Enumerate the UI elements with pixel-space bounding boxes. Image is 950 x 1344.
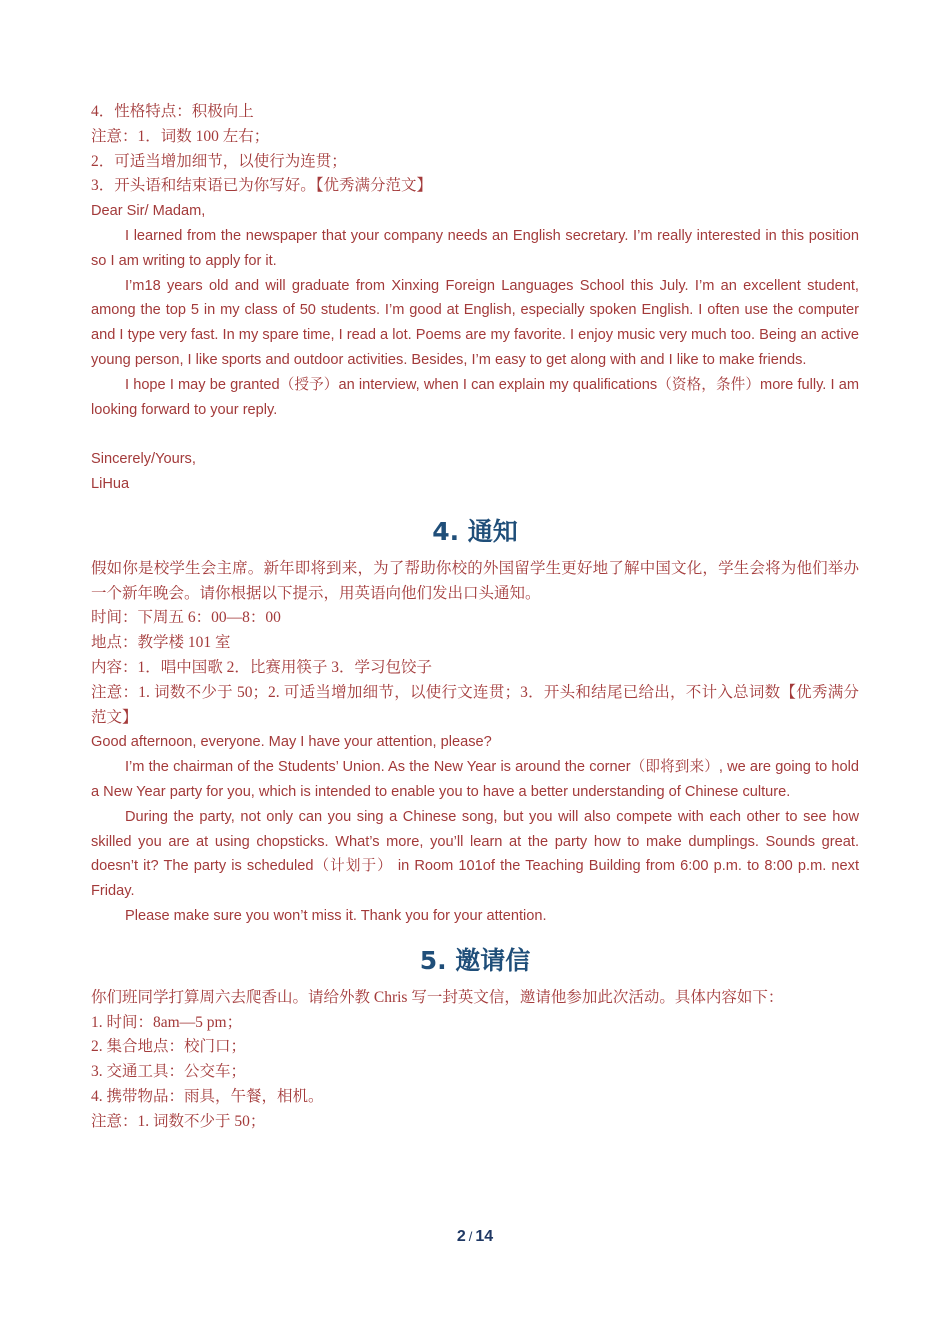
notice-place: 地点：教学楼 101 室 [91, 634, 231, 652]
letter-signature: LiHua [91, 475, 130, 492]
notice-paragraph: Please make sure you won’t miss it. Thank you for your attention. [125, 907, 547, 924]
page-separator: / [468, 1229, 473, 1244]
notice-intro: 假如你是校学生会主席。新年即将到来，为了帮助你校的外国留学生更好地了解中国文化，学生会将为他们举办一个新年晚会。请你根据以下提示，用英语向他们发出口头通知。 [91, 559, 859, 602]
invite-line: 1. 时间：8am—5 pm； [91, 1013, 243, 1031]
letter-paragraph: I learned from the newspaper that your company needs an English secretary. I’m really interested in this position so I am writing to apply for it. [91, 227, 859, 269]
letter-closing: Sincerely/Yours, [91, 451, 196, 468]
requirement-line: 注意：1．词数 100 左右； [91, 127, 270, 145]
total-pages: 14 [475, 1228, 494, 1245]
notice-greeting: Good afternoon, everyone. May I have your attention, please? [91, 734, 492, 751]
notice-time: 时间：下周五 6：00—8：00 [91, 609, 281, 627]
notice-notes: 注意：1. 词数不少于 50；2. 可适当增加细节，以使行文连贯；3．开头和结尾已给出，不计入总词数【优秀满分范文】 [91, 683, 859, 726]
letter-paragraph: I’m18 years old and will graduate from Xinxing Foreign Languages School this July. I’m an excellent student, among the top 5 in my class of 50 students. I’m good at English, especially spoken English. I often use the computer and I type very fast. In my spare time, I read a lot. Poems are my favorite. I enjoy music very much too. Being an active young person, I like sports and outdoor activities. Besides, I’m easy to get along with and I like to make friends. [91, 277, 859, 368]
letter-paragraph: I hope I may be granted（授予）an interview, when I can explain my qualifications（资格，条件）more fully. I am looking forward to your reply. [91, 376, 859, 418]
invite-line: 2. 集合地点：校门口； [91, 1038, 247, 1056]
invite-line: 4. 携带物品：雨具，午餐，相机。 [91, 1087, 324, 1105]
invite-line: 3. 交通工具：公交车； [91, 1063, 247, 1081]
invite-line: 你们班同学打算周六去爬香山。请给外教 Chris 写一封英文信，邀请他参加此次活动。具体内容如下： [91, 988, 784, 1006]
page-number [0, 1228, 950, 1246]
requirement-line: 2．可适当增加细节，以使行为连贯； [91, 152, 347, 170]
requirement-line: 4．性格特点：积极向上 [91, 103, 254, 120]
notice-content: 内容：1．唱中国歌 2．比赛用筷子 3．学习包饺子 [91, 658, 433, 676]
invite-line: 注意：1. 词数不少于 50； [91, 1112, 266, 1130]
blank-line [91, 422, 859, 447]
current-page: 2 [456, 1228, 466, 1245]
letter-salutation: Dear Sir/ Madam, [91, 203, 206, 220]
notice-paragraph: I’m the chairman of the Students’ Union. As the New Year is around the corner（即将到来）, we are going to hold a New Year party for you, which is intended to enable you to have a better understanding of Chinese culture. [91, 759, 859, 800]
notice-paragraph: During the party, not only can you sing a Chinese song, but you will also compete with each other to see how skilled you are at using chopsticks. What’s more, you’ll learn at the party how to make dumplings. Sounds great. doesn’t it? The party is scheduled（计划于） in Room 101of the Teaching Building from 6:00 p.m. to 8:00 p.m. next Friday. [91, 808, 859, 900]
document-page [91, 100, 859, 1134]
section-heading-invitation: 5. 邀请信 [419, 945, 531, 975]
section-heading-notice: 4. 通知 [432, 516, 518, 546]
requirement-line: 3．开头语和结束语已为你写好。【优秀满分范文】 [91, 177, 433, 195]
